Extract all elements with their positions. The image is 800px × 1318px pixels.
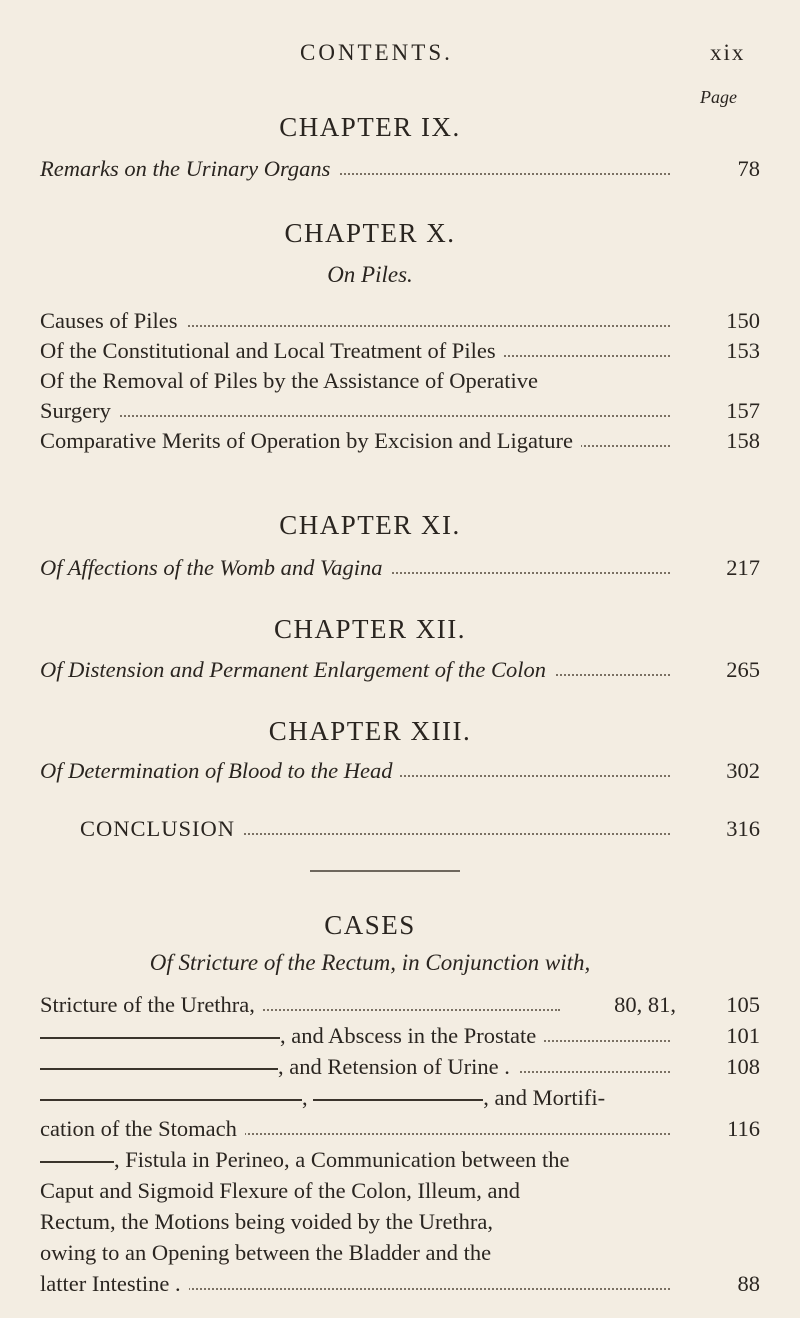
toc-entry-page: 153 [726, 338, 760, 363]
ditto-dash [40, 1099, 302, 1101]
toc-entry-label-text: , and Retension of Urine . [278, 1054, 510, 1079]
running-head-title: CONTENTS. [300, 40, 453, 65]
toc-entry-page: 265 [726, 657, 760, 682]
toc-entry-page: 157 [726, 398, 760, 423]
toc-entry-label: cation of the Stomach [40, 1116, 245, 1142]
toc-entry-page: 316 [726, 816, 760, 841]
toc-entry-fistula-line4: owing to an Opening between the Bladder and the [40, 1240, 492, 1265]
toc-entry-mortification-line1: , , and Mortifi- [40, 1085, 605, 1111]
chapter-10-subtitle: On Piles. [327, 262, 413, 287]
toc-entry-abscess-in-prostate[interactable] [40, 1023, 760, 1053]
toc-entry-page: 101 [726, 1023, 760, 1048]
toc-entry-label: Of the Constitutional and Local Treatment of Piles [40, 338, 504, 364]
toc-entry-removal-of-piles[interactable] [40, 398, 760, 428]
toc-entry-label: Remarks on the Urinary Organs [40, 156, 338, 182]
toc-entry-page: 88 [737, 1271, 760, 1296]
chapter-12-heading: CHAPTER XII. [274, 614, 466, 644]
cases-heading: CASES [324, 910, 416, 940]
running-head-page-number: xix [710, 40, 746, 65]
toc-entry-fistula-line1 [40, 1147, 570, 1173]
toc-entry-label: Comparative Merits of Operation by Excision and Ligature [40, 428, 581, 454]
toc-entry-label-text: , and Mortifi- [483, 1085, 606, 1110]
ditto-dash [40, 1161, 114, 1163]
toc-entry-label: latter Intestine . [40, 1271, 189, 1297]
toc-entry-urinary-organs[interactable] [40, 156, 760, 186]
toc-entry-label [40, 1054, 518, 1080]
toc-entry-page: 78 [737, 156, 760, 181]
ditto-dash [40, 1037, 280, 1039]
toc-entry-retension-of-urine[interactable] [40, 1054, 760, 1084]
chapter-10-heading: CHAPTER X. [284, 218, 456, 248]
toc-entry-womb-and-vagina[interactable] [40, 555, 760, 585]
toc-entry-label: Of Determination of Blood to the Head [40, 758, 400, 784]
chapter-9-heading: CHAPTER IX. [279, 112, 461, 142]
toc-entry-label [40, 1023, 544, 1049]
dot-leader [40, 415, 670, 417]
toc-entry-label: Of Distension and Permanent Enlargement of the Colon [40, 657, 554, 683]
toc-entry-blood-to-head[interactable] [40, 758, 760, 788]
toc-entry-label: Surgery [40, 398, 119, 424]
toc-entry-page: 158 [726, 428, 760, 453]
toc-entry-fistula-line3: Rectum, the Motions being voided by the Urethra, [40, 1209, 494, 1234]
toc-entry-mortification[interactable] [40, 1116, 760, 1146]
toc-entry-stricture-of-urethra[interactable] [40, 992, 760, 1022]
toc-entry-conclusion[interactable] [40, 816, 760, 846]
toc-entry-causes-of-piles[interactable] [40, 308, 760, 338]
toc-entry-page: 116 [727, 1116, 760, 1141]
toc-entry-label: Of Affections of the Womb and Vagina [40, 555, 391, 581]
toc-entry-page: 217 [726, 555, 760, 580]
toc-entry-page: 105 [726, 992, 760, 1017]
page-column-label: Page [700, 87, 737, 107]
cases-subtitle: Of Stricture of the Rectum, in Conjunction with, [149, 950, 591, 975]
toc-entry-fistula[interactable] [40, 1271, 760, 1301]
toc-entry-label: Causes of Piles [40, 308, 186, 334]
toc-entry-label: Stricture of the Urethra, [40, 992, 263, 1018]
section-divider [310, 870, 460, 872]
toc-entry-label: CONCLUSION [80, 816, 243, 842]
ditto-dash [40, 1068, 278, 1070]
toc-entry-page-refs: 80, 81, [566, 992, 676, 1018]
toc-entry-treatment-of-piles[interactable] [40, 338, 760, 368]
toc-entry-fistula-line2: Caput and Sigmoid Flexure of the Colon, Illeum, and [40, 1178, 520, 1203]
toc-entry-page: 108 [726, 1054, 760, 1079]
ditto-dash [313, 1099, 483, 1101]
toc-entry-page: 302 [726, 758, 760, 783]
chapter-11-heading: CHAPTER XI. [279, 510, 461, 540]
chapter-13-heading: CHAPTER XIII. [268, 716, 472, 746]
toc-entry-colon[interactable] [40, 657, 760, 687]
toc-entry-excision-and-ligature[interactable] [40, 428, 760, 458]
toc-entry-removal-of-piles-line1: Of the Removal of Piles by the Assistance of Operative [40, 368, 539, 393]
toc-entry-page: 150 [726, 308, 760, 333]
toc-entry-label-text: , and Abscess in the Prostate [280, 1023, 537, 1048]
running-head [0, 40, 800, 68]
toc-entry-label-text: , Fistula in Perineo, a Communication between the [114, 1147, 570, 1172]
